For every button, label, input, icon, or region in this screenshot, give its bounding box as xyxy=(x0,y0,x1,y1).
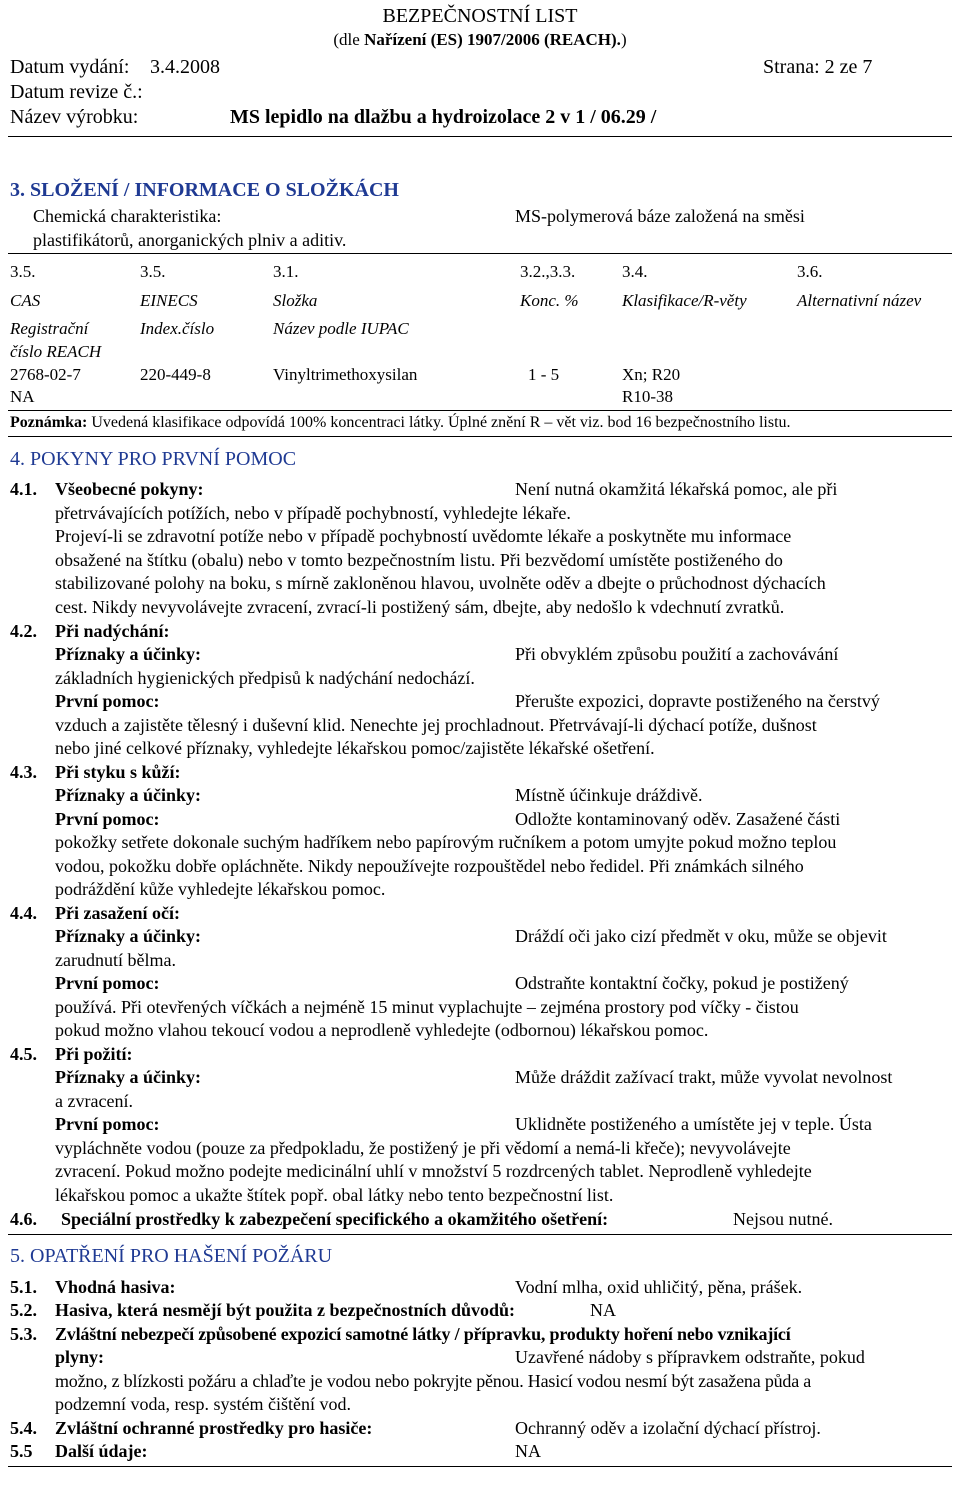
table-bottom-rule xyxy=(8,410,952,411)
item-4-2-title: Při nadýchání: xyxy=(55,621,170,641)
item-4-1-line: obsažené na štítku (obalu) nebo v tomto bezpečnostním listu. Při bezvědomí umístěte postiženého do xyxy=(55,550,783,570)
ref-cas: 3.5. xyxy=(10,262,36,281)
item-4-3-line: podráždění kůže vyhledejte lékařskou pomoc. xyxy=(55,879,386,899)
item-4-1-line: stabilizované polohy na boku, s mírně zakloněnou hlavou, uvolněte oděv a dbejte o průchodnost dýchacích xyxy=(55,573,826,593)
item-5-3-title: Zvláštní nebezpečí způsobené expozicí samotné látky / přípravku, produkty hoření nebo vznikající xyxy=(55,1324,791,1344)
row-name: Vinyltrimethoxysilan xyxy=(273,365,418,384)
page-bottom-rule xyxy=(8,1466,952,1467)
item-5-5-number: 5.5 xyxy=(10,1441,33,1461)
item-4-3-line: vodou, pokožku dobře opláchněte. Nikdy nepoužívejte rozpouštědel nebo ředidel. Při známkách silného xyxy=(55,856,804,876)
item-4-4-line: používá. Při otevřených víčkách a nejméně 15 minut vyplachujte – zejména prostory pod víčky - čistou xyxy=(55,997,799,1017)
row-klas1: Xn; R20 xyxy=(622,365,681,384)
row-na: NA xyxy=(10,387,35,406)
col-reg: Registrační xyxy=(10,319,89,338)
item-4-5-symptoms: Může dráždit zažívací trakt, může vyvolat nevolnost xyxy=(515,1067,893,1087)
item-5-3-line: podzemní voda, resp. systém čištění vod. xyxy=(55,1394,351,1414)
item-4-3-symptoms: Místně účinkuje dráždivě. xyxy=(515,785,703,805)
item-4-1-value: Není nutná okamžitá lékařská pomoc, ale při xyxy=(515,479,838,499)
document-title: BEZPEČNOSTNÍ LIST xyxy=(382,5,578,27)
issue-date-label: Datum vydání: xyxy=(10,56,130,78)
item-4-6-number: 4.6. xyxy=(10,1209,37,1229)
item-4-6-title: Speciální prostředky k zabezpečení specifického a okamžitého ošetření: xyxy=(61,1209,609,1229)
ref-klas: 3.4. xyxy=(622,262,648,281)
ref-alt: 3.6. xyxy=(797,262,823,281)
col-einecs: EINECS xyxy=(140,291,198,310)
page-number: Strana: 2 ze 7 xyxy=(763,56,873,78)
item-5-5-title: Další údaje: xyxy=(55,1441,148,1461)
section-5-heading: 5. OPATŘENÍ PRO HAŠENÍ POŽÁRU xyxy=(10,1245,333,1267)
ref-slozka: 3.1. xyxy=(273,262,299,281)
symptoms-label: Příznaky a účinky: xyxy=(55,1067,202,1087)
row-einecs: 220-449-8 xyxy=(140,365,211,384)
col-konc: Konc. % xyxy=(520,291,579,310)
item-5-1-title: Vhodná hasiva: xyxy=(55,1277,176,1297)
row-klas2: R10-38 xyxy=(622,387,673,406)
item-4-5-title: Při požití: xyxy=(55,1044,133,1064)
col-reg2: číslo REACH xyxy=(10,342,102,361)
chem-characteristic-value: MS-polymerová báze založená na směsi xyxy=(515,206,805,226)
item-4-2-first-aid: Přerušte expozici, dopravte postiženého na čerstvý xyxy=(515,691,880,711)
item-4-2-line: vzduch a zajistěte tělesný i duševní klid. Nenechte jej prochladnout. Přetrvávají-li dýchací potíže, dušnost xyxy=(55,715,817,735)
chem-characteristic-cont: plastifikátorů, anorganických plniv a aditiv. xyxy=(33,230,347,250)
item-4-3-line: pokožky setřete dokonale suchým hadříkem nebo papírovým ručníkem a potom umyjte pokud možno teplou xyxy=(55,832,837,852)
product-name: MS lepidlo na dlažbu a hydroizolace 2 v 1 / 06.29 / xyxy=(230,106,657,128)
item-4-5-line: lékařskou pomoc a ukažte štítek popř. obal látky nebo tento bezpečnostní list. xyxy=(55,1185,614,1205)
item-5-4-number: 5.4. xyxy=(10,1418,37,1438)
item-4-1-line: přetrvávajících potížích, nebo v případě pochybností, vyhledejte lékaře. xyxy=(55,503,571,523)
item-4-4-number: 4.4. xyxy=(10,903,37,923)
item-4-5-number: 4.5. xyxy=(10,1044,37,1064)
first-aid-label: První pomoc: xyxy=(55,809,160,829)
section-3-end-rule xyxy=(8,436,952,437)
col-cas: CAS xyxy=(10,291,41,310)
item-4-3-number: 4.3. xyxy=(10,762,37,782)
item-4-1-line: cest. Nikdy nevyvolávejte zvracení, zvrací-li postižený sám, dbejte, aby nedošlo k vdechnutí zvratků. xyxy=(55,597,785,617)
col-index: Index.číslo xyxy=(140,319,215,338)
ref-einecs: 3.5. xyxy=(140,262,166,281)
chem-characteristic-label: Chemická charakteristika: xyxy=(33,206,222,226)
item-4-2-line: základních hygienických předpisů k nadýchání nedochází. xyxy=(55,668,475,688)
symptoms-label: Příznaky a účinky: xyxy=(55,926,202,946)
item-4-5-line: a zvracení. xyxy=(55,1091,133,1111)
item-5-3-line: možno, z blízkosti požáru a chlaďte je vodou nebo pokryjte pěnou. Hasicí vodou nesmí být zasažena půda a xyxy=(55,1371,812,1391)
symptoms-label: Příznaky a účinky: xyxy=(55,644,202,664)
item-5-4-value: Ochranný oděv a izolační dýchací přístroj. xyxy=(515,1418,821,1438)
item-4-6-value: Nejsou nutné. xyxy=(733,1209,833,1229)
item-4-5-line: vypláchněte vodou (pouze za předpokladu, že postižený je při vědomí a nemá-li křeče); nevyvolávejte xyxy=(55,1138,791,1158)
item-4-4-first-aid: Odstraňte kontaktní čočky, pokud je postižený xyxy=(515,973,849,993)
item-5-1-value: Vodní mlha, oxid uhličitý, pěna, prášek. xyxy=(515,1277,803,1297)
section-4-heading: 4. POKYNY PRO PRVNÍ POMOC xyxy=(10,448,297,470)
product-label: Název výrobku: xyxy=(10,106,139,128)
revision-label: Datum revize č.: xyxy=(10,81,143,103)
item-5-3-value: Uzavřené nádoby s přípravkem odstraňte, pokud xyxy=(515,1347,865,1367)
item-4-2-symptoms: Při obvyklém způsobu použití a zachovávání xyxy=(515,644,839,664)
first-aid-label: První pomoc: xyxy=(55,973,160,993)
ref-konc: 3.2.,3.3. xyxy=(520,262,576,281)
col-slozka: Složka xyxy=(273,291,318,310)
item-5-5-value: NA xyxy=(515,1441,541,1461)
item-4-5-first-aid: Uklidněte postiženého a umístěte jej v teple. Ústa xyxy=(515,1114,872,1134)
item-4-1-number: 4.1. xyxy=(10,479,37,499)
first-aid-label: První pomoc: xyxy=(55,691,160,711)
header-divider xyxy=(8,136,952,137)
table-top-rule xyxy=(8,253,952,254)
section-3-heading: 3. SLOŽENÍ / INFORMACE O SLOŽKÁCH xyxy=(10,179,399,201)
item-4-1-line: Projeví-li se zdravotní potíže nebo v případě pochybností uvědomte lékaře a poskytněte mu informace xyxy=(55,526,792,546)
issue-date-value: 3.4.2008 xyxy=(150,56,220,78)
table-note: Poznámka: Uvedená klasifikace odpovídá 100% koncentraci látky. Úplné znění R – vět viz. bod 16 bezpečnostního listu. xyxy=(10,414,791,431)
row-konc: 1 - 5 xyxy=(528,365,560,384)
item-4-3-title: Při styku s kůží: xyxy=(55,762,181,782)
item-5-3-number: 5.3. xyxy=(10,1324,37,1344)
first-aid-label: První pomoc: xyxy=(55,1114,160,1134)
item-5-2-value: NA xyxy=(590,1300,616,1320)
item-4-4-title: Při zasažení očí: xyxy=(55,903,180,923)
item-5-2-title: Hasiva, která nesmějí být použita z bezpečnostních důvodů: xyxy=(55,1300,516,1320)
item-4-5-line: zvracení. Pokud možno podejte medicinální uhlí v množství 5 rozdrcených tablet. Neprodleně vyhledejte xyxy=(55,1161,812,1181)
item-4-3-first-aid: Odložte kontaminovaný oděv. Zasažené části xyxy=(515,809,841,829)
item-4-4-symptoms: Dráždí oči jako cizí předmět v oku, může se objevit xyxy=(515,926,887,946)
item-5-2-number: 5.2. xyxy=(10,1300,37,1320)
item-4-2-number: 4.2. xyxy=(10,621,37,641)
item-4-4-line: zarudnutí bělma. xyxy=(55,950,176,970)
document-subtitle: (dle Nařízení (ES) 1907/2006 (REACH).) xyxy=(333,30,627,49)
col-klas: Klasifikace/R-věty xyxy=(622,291,747,310)
item-4-2-line: nebo jiné celkové příznaky, vyhledejte lékařskou pomoc/zajistěte lékařské ošetření. xyxy=(55,738,655,758)
section-4-end-rule xyxy=(8,1234,952,1235)
item-5-4-title: Zvláštní ochranné prostředky pro hasiče: xyxy=(55,1418,373,1438)
item-4-4-line: pokud možno vlahou tekoucí vodou a neprodleně vyhledejte (odbornou) lékařskou pomoc. xyxy=(55,1020,709,1040)
item-5-1-number: 5.1. xyxy=(10,1277,37,1297)
col-alt: Alternativní název xyxy=(797,291,922,310)
item-5-3-title-cont: plyny: xyxy=(55,1347,105,1367)
item-4-1-title: Všeobecné pokyny: xyxy=(55,479,204,499)
symptoms-label: Příznaky a účinky: xyxy=(55,785,202,805)
row-cas: 2768-02-7 xyxy=(10,365,81,384)
col-iupac: Název podle IUPAC xyxy=(273,319,409,338)
